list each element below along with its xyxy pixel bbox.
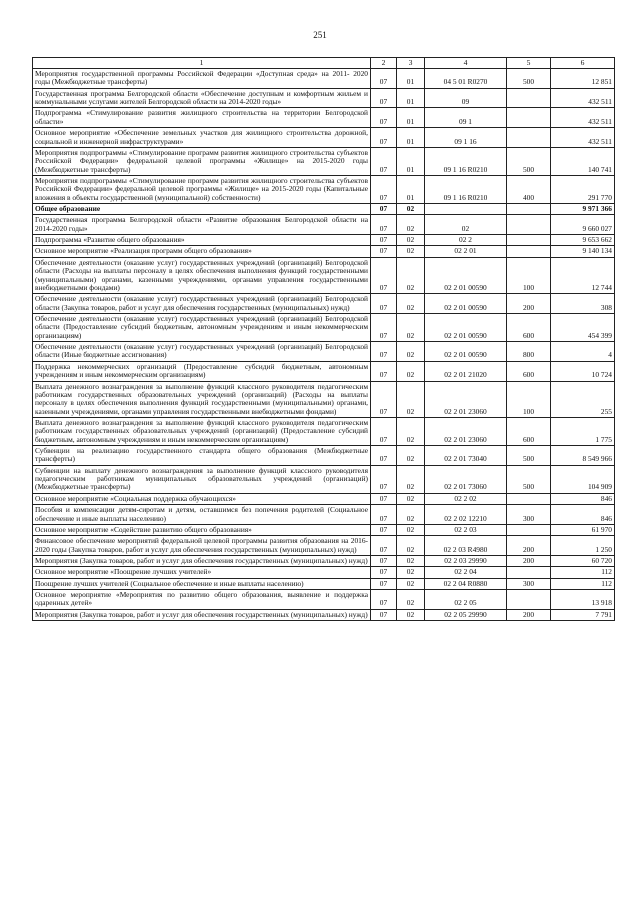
cell-section: 07 xyxy=(371,108,397,128)
cell-name: Обеспечение деятельности (оказание услуг) государственных учреждений (организаций) Белгородской области (Иные бюджетные ассигнования) xyxy=(33,342,371,362)
cell-expense-type xyxy=(507,128,551,148)
cell-amount: 140 741 xyxy=(551,147,615,175)
cell-subsection: 02 xyxy=(397,313,425,341)
column-header: 3 xyxy=(397,58,425,69)
cell-target-article: 02 2 xyxy=(425,235,507,246)
cell-name: Государственная программа Белгородской области «Обеспечение доступным и комфортным жильем и коммунальными услугами жителей Белгородской области на 2014-2020 годы» xyxy=(33,88,371,108)
cell-expense-type: 100 xyxy=(507,257,551,293)
cell-subsection: 02 xyxy=(397,555,425,566)
cell-expense-type xyxy=(507,235,551,246)
cell-expense-type: 500 xyxy=(507,147,551,175)
cell-amount: 104 909 xyxy=(551,465,615,493)
cell-subsection: 01 xyxy=(397,128,425,148)
table-row xyxy=(33,128,615,148)
table-row xyxy=(33,235,615,246)
cell-amount: 12 744 xyxy=(551,257,615,293)
cell-section: 07 xyxy=(371,493,397,504)
cell-expense-type: 200 xyxy=(507,609,551,620)
table-body xyxy=(33,69,615,621)
cell-section: 07 xyxy=(371,361,397,381)
cell-amount: 9 653 662 xyxy=(551,235,615,246)
table-row xyxy=(33,204,615,215)
cell-name: Поддержка некоммерческих организаций (Предоставление субсидий бюджетным, автономным учреждениям и иным некоммерческим организациям) xyxy=(33,361,371,381)
cell-expense-type: 400 xyxy=(507,175,551,203)
cell-target-article: 02 2 01 73060 xyxy=(425,465,507,493)
column-header: 4 xyxy=(425,58,507,69)
cell-target-article: 09 1 16 R0210 xyxy=(425,147,507,175)
cell-section: 07 xyxy=(371,446,397,466)
cell-name: Пособия и компенсации детям-сиротам и детям, оставшимся без попечения родителей (Социальное обеспечение и иные выплаты населению) xyxy=(33,505,371,525)
cell-expense-type: 800 xyxy=(507,342,551,362)
cell-section: 07 xyxy=(371,505,397,525)
page-number: 251 xyxy=(313,30,327,40)
cell-expense-type: 500 xyxy=(507,446,551,466)
cell-section: 07 xyxy=(371,147,397,175)
cell-subsection: 02 xyxy=(397,609,425,620)
table-row xyxy=(33,536,615,556)
cell-section: 07 xyxy=(371,590,397,610)
cell-subsection: 01 xyxy=(397,69,425,89)
table-row xyxy=(33,257,615,293)
cell-name: Государственная программа Белгородской области «Развитие образования Белгородской области на 2014-2020 годы» xyxy=(33,215,371,235)
cell-target-article: 02 2 01 00590 xyxy=(425,313,507,341)
cell-name: Выплата денежного вознаграждения за выполнение функций классного руководителя педагогическим работникам государственных образовательных учреждений (организаций) (Предоставление субсидий бюджетным, автономным учреждениям и иным некоммерческим организациям) xyxy=(33,417,371,445)
table-row xyxy=(33,246,615,257)
table-row xyxy=(33,108,615,128)
cell-section: 07 xyxy=(371,578,397,589)
cell-name: Субвенции на реализацию государственного стандарта общего образования (Межбюджетные трансферты) xyxy=(33,446,371,466)
cell-expense-type: 200 xyxy=(507,294,551,314)
table-row xyxy=(33,147,615,175)
cell-subsection: 02 xyxy=(397,524,425,535)
cell-section: 07 xyxy=(371,381,397,417)
cell-amount: 112 xyxy=(551,567,615,578)
cell-name: Основное мероприятие «Социальная поддержка обучающихся» xyxy=(33,493,371,504)
cell-amount: 846 xyxy=(551,493,615,504)
cell-subsection: 02 xyxy=(397,567,425,578)
cell-section: 07 xyxy=(371,257,397,293)
cell-amount: 12 851 xyxy=(551,69,615,89)
table-row xyxy=(33,342,615,362)
cell-target-article: 02 2 02 12210 xyxy=(425,505,507,525)
cell-name: Мероприятия подпрограммы «Стимулирование программ развития жилищного строительства субъектов Российской Федерации» федеральной целевой программы «Жилище» на 2015-2020 годы (Капитальные вложения в объекты государственной (муниципальной) собственности) xyxy=(33,175,371,203)
cell-section: 07 xyxy=(371,342,397,362)
cell-subsection: 02 xyxy=(397,578,425,589)
cell-section: 07 xyxy=(371,294,397,314)
cell-expense-type: 200 xyxy=(507,536,551,556)
cell-section: 07 xyxy=(371,417,397,445)
table-row xyxy=(33,590,615,610)
cell-amount: 432 511 xyxy=(551,128,615,148)
table-row xyxy=(33,175,615,203)
cell-expense-type xyxy=(507,215,551,235)
cell-section: 07 xyxy=(371,465,397,493)
cell-section: 07 xyxy=(371,128,397,148)
cell-subsection: 02 xyxy=(397,446,425,466)
cell-amount: 7 791 xyxy=(551,609,615,620)
cell-name: Основное мероприятие «Реализация программ общего образования» xyxy=(33,246,371,257)
table-row xyxy=(33,465,615,493)
cell-expense-type xyxy=(507,524,551,535)
cell-amount: 1 250 xyxy=(551,536,615,556)
cell-section: 07 xyxy=(371,235,397,246)
cell-target-article: 02 2 03 R4980 xyxy=(425,536,507,556)
cell-amount: 8 549 966 xyxy=(551,446,615,466)
cell-amount: 112 xyxy=(551,578,615,589)
cell-amount: 9 971 366 xyxy=(551,204,615,215)
cell-target-article: 09 xyxy=(425,88,507,108)
cell-amount: 308 xyxy=(551,294,615,314)
cell-amount: 454 399 xyxy=(551,313,615,341)
cell-subsection: 02 xyxy=(397,590,425,610)
cell-section: 07 xyxy=(371,204,397,215)
cell-name: Основное мероприятие «Содействие развитию общего образования» xyxy=(33,524,371,535)
cell-name: Финансовое обеспечение мероприятий федеральной целевой программы развития образования на 2016-2020 годы (Закупка товаров, работ и услуг для обеспечения государственных (муниципальных) нужд) xyxy=(33,536,371,556)
cell-expense-type xyxy=(507,204,551,215)
cell-name: Выплата денежного вознаграждения за выполнение функций классного руководителя педагогическим работникам государственных образовательных учреждений (организаций) (Расходы на выплаты персоналу в целях обеспечения выполнения функций государственными (муниципальными) органами, казенными учреждениями, органами управления государственными внебюджетными фондами) xyxy=(33,381,371,417)
cell-expense-type: 100 xyxy=(507,381,551,417)
column-header: 2 xyxy=(371,58,397,69)
cell-name: Обеспечение деятельности (оказание услуг) государственных учреждений (организаций) Белгородской области (Закупка товаров, работ и услуг для обеспечения государственных (муниципальных) нужд) xyxy=(33,294,371,314)
cell-amount: 13 918 xyxy=(551,590,615,610)
cell-subsection: 02 xyxy=(397,381,425,417)
cell-target-article: 02 2 03 xyxy=(425,524,507,535)
table-row xyxy=(33,555,615,566)
cell-target-article: 02 2 01 00590 xyxy=(425,294,507,314)
cell-target-article: 02 2 04 xyxy=(425,567,507,578)
cell-expense-type: 200 xyxy=(507,555,551,566)
cell-target-article: 02 2 01 73040 xyxy=(425,446,507,466)
cell-name: Мероприятия государственной программы Российской Федерации «Доступная среда» на 2011- 2020 годы (Межбюджетные трансферты) xyxy=(33,69,371,89)
column-header: 6 xyxy=(551,58,615,69)
cell-name: Подпрограмма «Стимулирование развития жилищного строительства на территории Белгородской области» xyxy=(33,108,371,128)
cell-subsection: 02 xyxy=(397,465,425,493)
cell-target-article: 02 xyxy=(425,215,507,235)
cell-expense-type xyxy=(507,493,551,504)
cell-subsection: 02 xyxy=(397,493,425,504)
cell-subsection: 02 xyxy=(397,417,425,445)
table-row xyxy=(33,505,615,525)
table-row xyxy=(33,578,615,589)
cell-target-article: 02 2 01 23060 xyxy=(425,417,507,445)
cell-expense-type: 500 xyxy=(507,465,551,493)
cell-subsection: 02 xyxy=(397,536,425,556)
cell-expense-type: 600 xyxy=(507,313,551,341)
cell-target-article: 02 2 02 xyxy=(425,493,507,504)
cell-name: Субвенции на выплату денежного вознаграждения за выполнение функций классного руководителя педагогическим работникам муниципальных образовательных учреждений (организаций) (Межбюджетные трансферты) xyxy=(33,465,371,493)
cell-section: 07 xyxy=(371,609,397,620)
cell-amount: 432 511 xyxy=(551,88,615,108)
table-row xyxy=(33,361,615,381)
cell-name: Мероприятия (Закупка товаров, работ и услуг для обеспечения государственных (муниципальных) нужд) xyxy=(33,555,371,566)
cell-amount: 9 660 027 xyxy=(551,215,615,235)
cell-name: Поощрение лучших учителей (Социальное обеспечение и иные выплаты населению) xyxy=(33,578,371,589)
cell-section: 07 xyxy=(371,555,397,566)
cell-target-article: 02 2 01 21020 xyxy=(425,361,507,381)
cell-name: Мероприятия подпрограммы «Стимулирование программ развития жилищного строительства субъектов Российской Федерации» федеральной целевой программы «Жилище» на 2015-2020 годы (Межбюджетные трансферты) xyxy=(33,147,371,175)
cell-target-article: 02 2 01 xyxy=(425,246,507,257)
cell-target-article: 02 2 01 23060 xyxy=(425,381,507,417)
cell-expense-type xyxy=(507,567,551,578)
cell-subsection: 01 xyxy=(397,108,425,128)
column-header: 1 xyxy=(33,58,371,69)
cell-expense-type xyxy=(507,590,551,610)
table-row xyxy=(33,493,615,504)
cell-expense-type xyxy=(507,108,551,128)
cell-section: 07 xyxy=(371,567,397,578)
cell-amount: 291 770 xyxy=(551,175,615,203)
table-row xyxy=(33,446,615,466)
cell-subsection: 02 xyxy=(397,235,425,246)
cell-name: Общее образование xyxy=(33,204,371,215)
cell-expense-type: 600 xyxy=(507,417,551,445)
cell-subsection: 02 xyxy=(397,204,425,215)
cell-amount: 432 511 xyxy=(551,108,615,128)
cell-name: Основное мероприятие «Обеспечение земельных участков для жилищного строительства дорожной, социальной и инженерной инфраструктурами» xyxy=(33,128,371,148)
table-row xyxy=(33,524,615,535)
cell-subsection: 02 xyxy=(397,342,425,362)
cell-target-article: 02 2 01 00590 xyxy=(425,257,507,293)
cell-expense-type xyxy=(507,88,551,108)
cell-target-article: 02 2 04 R0880 xyxy=(425,578,507,589)
cell-amount: 1 775 xyxy=(551,417,615,445)
cell-name: Мероприятия (Закупка товаров, работ и услуг для обеспечения государственных (муниципальных) нужд) xyxy=(33,609,371,620)
column-header: 5 xyxy=(507,58,551,69)
cell-subsection: 02 xyxy=(397,257,425,293)
cell-name: Основное мероприятие «Мероприятия по развитию общего образования, выявление и поддержка одаренных детей» xyxy=(33,590,371,610)
cell-expense-type: 600 xyxy=(507,361,551,381)
cell-name: Подпрограмма «Развитие общего образования» xyxy=(33,235,371,246)
cell-section: 07 xyxy=(371,215,397,235)
table-row xyxy=(33,567,615,578)
cell-amount: 61 970 xyxy=(551,524,615,535)
cell-name: Обеспечение деятельности (оказание услуг) государственных учреждений (организаций) Белгородской области (Предоставление субсидий бюджетным, автономным учреждениям и иным некоммерческим организациям) xyxy=(33,313,371,341)
cell-target-article: 09 1 xyxy=(425,108,507,128)
cell-subsection: 02 xyxy=(397,361,425,381)
table-row xyxy=(33,313,615,341)
cell-expense-type xyxy=(507,246,551,257)
cell-target-article: 09 1 16 xyxy=(425,128,507,148)
cell-subsection: 02 xyxy=(397,215,425,235)
table-row xyxy=(33,294,615,314)
cell-target-article: 02 2 01 00590 xyxy=(425,342,507,362)
cell-subsection: 01 xyxy=(397,88,425,108)
cell-section: 07 xyxy=(371,536,397,556)
cell-amount: 60 720 xyxy=(551,555,615,566)
cell-section: 07 xyxy=(371,524,397,535)
cell-subsection: 02 xyxy=(397,505,425,525)
cell-section: 07 xyxy=(371,246,397,257)
cell-expense-type: 500 xyxy=(507,69,551,89)
cell-subsection: 01 xyxy=(397,147,425,175)
cell-section: 07 xyxy=(371,175,397,203)
cell-target-article: 02 2 05 29990 xyxy=(425,609,507,620)
cell-amount: 4 xyxy=(551,342,615,362)
table-row xyxy=(33,609,615,620)
cell-subsection: 01 xyxy=(397,175,425,203)
cell-amount: 255 xyxy=(551,381,615,417)
cell-subsection: 02 xyxy=(397,294,425,314)
table-row xyxy=(33,88,615,108)
cell-target-article: 04 5 01 R0270 xyxy=(425,69,507,89)
table-row xyxy=(33,417,615,445)
cell-name: Основное мероприятие «Поощрение лучших учителей» xyxy=(33,567,371,578)
cell-target-article: 02 2 03 29990 xyxy=(425,555,507,566)
budget-table xyxy=(32,57,615,621)
table-row xyxy=(33,215,615,235)
cell-section: 07 xyxy=(371,313,397,341)
cell-subsection: 02 xyxy=(397,246,425,257)
cell-section: 07 xyxy=(371,69,397,89)
cell-section: 07 xyxy=(371,88,397,108)
cell-amount: 9 140 134 xyxy=(551,246,615,257)
table-row xyxy=(33,381,615,417)
cell-target-article: 02 2 05 xyxy=(425,590,507,610)
cell-amount: 10 724 xyxy=(551,361,615,381)
cell-target-article xyxy=(425,204,507,215)
cell-amount: 846 xyxy=(551,505,615,525)
table-row xyxy=(33,69,615,89)
cell-expense-type: 300 xyxy=(507,578,551,589)
table-header-row xyxy=(33,58,615,69)
cell-name: Обеспечение деятельности (оказание услуг) государственных учреждений (организаций) Белгородской области (Расходы на выплаты персоналу в целях обеспечения выполнения функций государственными (муниципальными) органами, казенными учреждениями, органами управления государственными внебюджетными фондами) xyxy=(33,257,371,293)
cell-expense-type: 300 xyxy=(507,505,551,525)
cell-target-article: 09 1 16 R0210 xyxy=(425,175,507,203)
